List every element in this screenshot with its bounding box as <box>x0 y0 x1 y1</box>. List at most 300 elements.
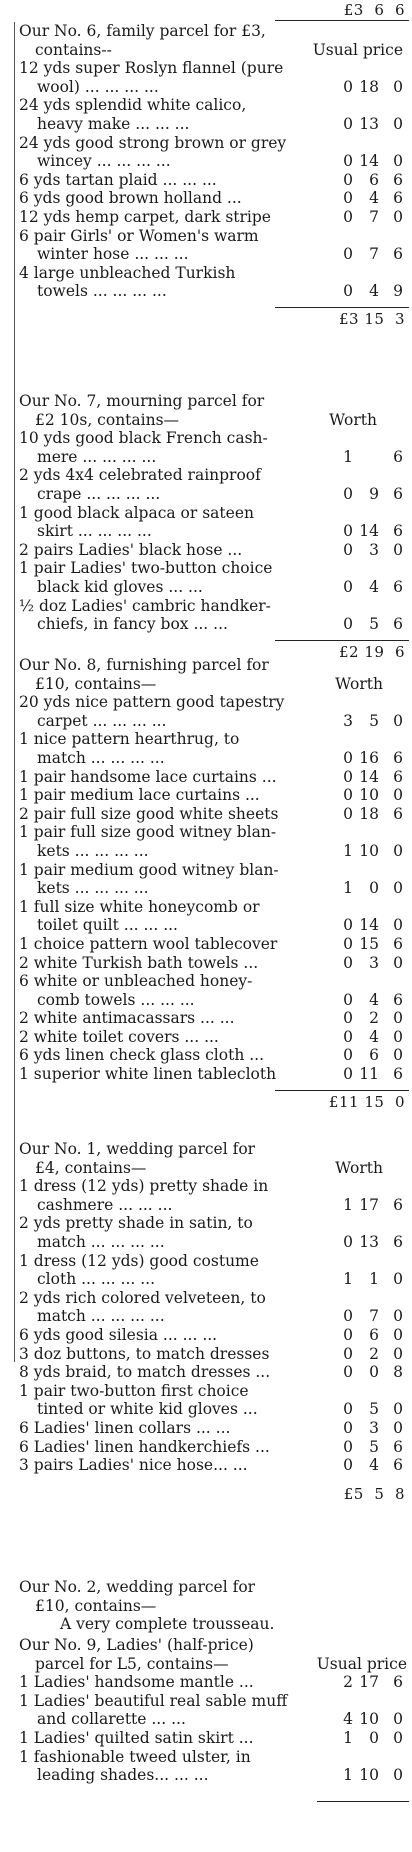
price-shillings: 3 <box>369 953 379 972</box>
parcel-block-no9 <box>17 1636 409 1805</box>
item-row <box>17 208 409 227</box>
item-description-continued: wincey ... ... ... ... <box>37 152 171 171</box>
item-description: 1 nice pattern hearthrug, to <box>19 730 240 749</box>
parcel-heading <box>17 656 409 693</box>
price-pence: 6 <box>393 1195 403 1214</box>
item-description: 1 choice pattern wool tablecover <box>19 934 278 953</box>
price-shillings: 2 <box>369 1344 379 1363</box>
price-shillings: 6 <box>369 170 379 189</box>
item-description-continued: wool) ... ... ... ... <box>37 77 159 96</box>
item-description: 2 yds pretty shade in satin, to <box>19 1214 253 1233</box>
item-row <box>17 1028 409 1047</box>
item-row <box>17 1673 409 1692</box>
item-row <box>17 1363 409 1382</box>
item-price <box>343 245 407 264</box>
item-description: 1 pair medium good witney blan- <box>19 860 279 879</box>
item-row <box>17 1692 409 1729</box>
price-pence: 8 <box>393 1363 403 1382</box>
price-pence: 0 <box>393 1400 403 1419</box>
price-pounds: 0 <box>343 1400 353 1419</box>
price-pence: 0 <box>393 841 403 860</box>
price-shillings: 4 <box>369 282 379 301</box>
item-list <box>17 693 409 1083</box>
price-pence: 6 <box>393 170 403 189</box>
item-price <box>343 768 407 787</box>
item-row <box>17 1729 409 1748</box>
price-shillings: 2 <box>369 1009 379 1028</box>
parcel-block-no6 <box>17 22 409 327</box>
price-shillings: 13 <box>359 114 379 133</box>
item-description: 1 Ladies' handsome mantle ... <box>19 1673 254 1692</box>
item-description-continued: crape ... ... ... ... <box>37 484 161 503</box>
price-pence: 0 <box>393 786 403 805</box>
item-row <box>17 559 409 596</box>
item-price <box>343 1400 407 1419</box>
column-rule <box>14 22 15 1362</box>
price-pence: 0 <box>393 1325 403 1344</box>
item-price <box>343 954 407 973</box>
item-price <box>343 615 407 634</box>
item-description-continued: skirt ... ... ... ... <box>37 522 152 541</box>
item-description: 1 pair handsome lace curtains ... <box>19 767 277 786</box>
price-shillings: 5 <box>369 615 379 634</box>
price-pence: 0 <box>393 207 403 226</box>
item-description: 6 Ladies' linen collars ... ... <box>19 1418 231 1437</box>
price-shillings: 3 <box>369 1418 379 1437</box>
price-pence: 6 <box>393 748 403 767</box>
item-price <box>343 786 407 805</box>
item-price <box>343 541 407 560</box>
item-price <box>343 1196 407 1215</box>
item-price <box>343 1009 407 1028</box>
price-pounds: 0 <box>343 916 353 935</box>
item-description: 20 yds nice pattern good tapestry <box>19 693 285 712</box>
total-rule <box>275 1090 409 1091</box>
item-description: 2 white toilet covers ... ... <box>19 1027 219 1046</box>
parcel-title: Our No. 9, Ladies' (half-price) <box>19 1636 254 1654</box>
price-pounds: 0 <box>343 1232 353 1251</box>
parcel-title: Our No. 7, mourning parcel for <box>19 392 265 410</box>
price-shillings: 17 <box>359 1195 379 1214</box>
price-shillings: 14 <box>359 916 379 935</box>
item-price <box>343 935 407 954</box>
item-row <box>17 504 409 541</box>
price-pence: 0 <box>393 1307 403 1326</box>
price-pounds: 0 <box>343 577 353 596</box>
price-pounds: 1 <box>343 841 353 860</box>
item-description: 2 pair full size good white sheets <box>19 804 279 823</box>
item-row <box>17 1214 409 1251</box>
item-description-continued: tinted or white kid gloves ... <box>37 1400 258 1419</box>
price-pounds: 1 <box>343 447 353 466</box>
price-pence: 0 <box>393 916 403 935</box>
price-shillings: 11 <box>359 1065 379 1084</box>
item-description-continued: heavy make ... ... ... <box>37 114 190 133</box>
item-row <box>17 1345 409 1364</box>
total-rule <box>317 1801 409 1802</box>
price-shillings: 4 <box>369 990 379 1009</box>
item-price <box>343 522 407 541</box>
item-price <box>343 916 407 935</box>
price-pounds: 0 <box>343 540 353 559</box>
price-pounds: 0 <box>343 615 353 634</box>
item-description: 1 pair full size good witney blan- <box>19 823 277 842</box>
item-price <box>343 1438 407 1457</box>
price-pounds: 1 <box>343 1766 353 1785</box>
price-pence: 0 <box>393 77 403 96</box>
item-description: 6 yds linen check glass cloth ... <box>19 1046 265 1065</box>
item-description: 8 yds braid, to match dresses ... <box>19 1363 271 1382</box>
item-description: 2 yds 4x4 celebrated rainproof <box>19 466 261 485</box>
parcel-contains: £10, contains— <box>35 674 157 693</box>
price-pence: 0 <box>393 152 403 171</box>
item-price <box>343 171 407 190</box>
total-amount: £11 15 0 <box>328 1092 405 1111</box>
price-pounds: 0 <box>343 77 353 96</box>
item-row <box>17 429 409 466</box>
parcel-title: Our No. 8, furnishing parcel for <box>19 656 269 674</box>
item-description-continued: black kid gloves ... ... <box>37 577 203 596</box>
parcel-title: Our No. 1, wedding parcel for <box>19 1140 256 1158</box>
item-price <box>343 1307 407 1326</box>
price-shillings: 0 <box>369 879 379 898</box>
item-price <box>343 485 407 504</box>
item-row <box>17 134 409 171</box>
price-pounds: 0 <box>343 748 353 767</box>
item-row <box>17 1289 409 1326</box>
price-pence: 6 <box>393 1456 403 1475</box>
item-row <box>17 96 409 133</box>
price-shillings: 4 <box>369 189 379 208</box>
item-price <box>343 1766 407 1785</box>
item-price <box>343 879 407 898</box>
parcel-total <box>17 1483 409 1503</box>
item-description: 24 yds good strong brown or grey <box>19 133 287 152</box>
price-shillings: 16 <box>359 748 379 767</box>
item-row <box>17 972 409 1009</box>
item-row <box>17 1177 409 1214</box>
item-price <box>343 1046 407 1065</box>
price-pounds: 1 <box>343 1728 353 1747</box>
price-pence: 0 <box>393 711 403 730</box>
price-shillings: 6 <box>369 1046 379 1065</box>
item-list <box>17 59 409 301</box>
item-description: 12 yds hemp carpet, dark stripe <box>19 207 271 226</box>
price-shillings: 4 <box>369 1027 379 1046</box>
price-pounds: 0 <box>343 1009 353 1028</box>
item-description: 6 yds good brown holland ... <box>19 189 242 208</box>
price-pounds: 0 <box>343 484 353 503</box>
price-pence: 6 <box>393 484 403 503</box>
item-description: ½ doz Ladies' cambric handker- <box>19 596 271 615</box>
item-description-continued: toilet quilt ... ... ... <box>37 916 178 935</box>
item-row <box>17 1046 409 1065</box>
item-price <box>343 152 407 171</box>
price-pounds: 0 <box>343 114 353 133</box>
item-description: 1 pair two-button first choice <box>19 1381 249 1400</box>
item-description: 2 yds rich colored velveteen, to <box>19 1288 266 1307</box>
price-pounds: 0 <box>343 1065 353 1084</box>
price-pence: 6 <box>393 522 403 541</box>
item-price <box>343 1710 407 1729</box>
item-description: 1 fashionable tweed ulster, in <box>19 1747 251 1766</box>
price-pounds: 0 <box>343 1344 353 1363</box>
item-row <box>17 466 409 503</box>
item-description: 4 large unbleached Turkish <box>19 263 236 282</box>
price-shillings: 5 <box>369 1400 379 1419</box>
item-row <box>17 935 409 954</box>
price-pence: 0 <box>393 1027 403 1046</box>
parcel-block-no7 <box>17 392 409 660</box>
price-pounds: 1 <box>343 1195 353 1214</box>
price-column-label: Worth <box>335 1158 383 1177</box>
item-description: 6 yds tartan plaid ... ... ... <box>19 170 217 189</box>
price-shillings: 17 <box>359 1673 379 1692</box>
item-row <box>17 954 409 973</box>
price-pounds: 0 <box>343 152 353 171</box>
item-description-continued: cashmere ... ... ... <box>37 1195 173 1214</box>
item-price <box>343 1363 407 1382</box>
price-shillings: 1 <box>369 1270 379 1289</box>
item-description: 6 pair Girls' or Women's warm <box>19 226 259 245</box>
price-pounds: 0 <box>343 245 353 264</box>
item-description: 6 Ladies' linen handkerchiefs ... <box>19 1437 270 1456</box>
price-shillings: 0 <box>369 1363 379 1382</box>
item-row <box>17 1382 409 1419</box>
item-description: 24 yds splendid white calico, <box>19 96 247 115</box>
item-row <box>17 786 409 805</box>
total-rule <box>275 307 409 308</box>
price-pence: 0 <box>393 1270 403 1289</box>
item-description-continued: match ... ... ... ... <box>37 748 165 767</box>
price-pounds: 0 <box>343 1363 353 1382</box>
price-pounds: 0 <box>343 1027 353 1046</box>
item-description-continued: kets ... ... ... ... <box>37 841 149 860</box>
item-row <box>17 1009 409 1028</box>
price-pounds: 0 <box>343 1456 353 1475</box>
price-shillings: 10 <box>359 786 379 805</box>
price-pence: 0 <box>393 953 403 972</box>
price-shillings: 0 <box>369 1728 379 1747</box>
price-pence: 6 <box>393 1437 403 1456</box>
item-price <box>343 282 407 301</box>
parcel-heading <box>17 22 409 59</box>
item-description: 10 yds good black French cash- <box>19 429 268 448</box>
price-shillings: 7 <box>369 207 379 226</box>
item-description: 1 pair Ladies' two-button choice <box>19 559 273 578</box>
price-pence: 6 <box>393 1232 403 1251</box>
parcel-heading <box>17 1140 409 1177</box>
parcel-contains: £4, contains— <box>35 1158 147 1177</box>
price-column-label: Worth <box>329 410 377 429</box>
price-shillings: 14 <box>359 522 379 541</box>
price-column-label: Worth <box>335 674 383 693</box>
item-price <box>343 1673 407 1692</box>
price-pounds: 2 <box>343 1673 353 1692</box>
price-shillings: 7 <box>369 245 379 264</box>
item-description: 3 doz buttons, to match dresses <box>19 1344 270 1363</box>
item-description-continued: and collarette ... ... <box>37 1710 186 1729</box>
price-pence: 0 <box>393 1710 403 1729</box>
price-column-label: Usual price <box>316 1654 407 1673</box>
total-amount: £3 6 6 <box>343 1 405 19</box>
item-description-continued: comb towels ... ... ... <box>37 990 195 1009</box>
total-amount: £3 15 3 <box>338 309 405 328</box>
item-description: 2 white Turkish bath towels ... <box>19 953 259 972</box>
price-shillings: 5 <box>369 1437 379 1456</box>
price-pounds: 0 <box>343 1418 353 1437</box>
price-pounds: 4 <box>343 1710 353 1729</box>
item-row <box>17 264 409 301</box>
price-shillings: 14 <box>359 152 379 171</box>
price-pounds: 0 <box>343 786 353 805</box>
parcel-contains: contains-- <box>35 40 112 59</box>
item-price <box>343 991 407 1010</box>
price-pence: 6 <box>393 934 403 953</box>
price-pounds: 1 <box>343 1270 353 1289</box>
price-pounds: 0 <box>343 207 353 226</box>
parcel-total <box>17 0 409 20</box>
price-pounds: 0 <box>343 1437 353 1456</box>
item-description-continued: match ... ... ... ... <box>37 1232 165 1251</box>
parcel-block-no8 <box>17 656 409 1110</box>
item-description-continued: winter hose ... ... ... <box>37 245 189 264</box>
price-pence: 6 <box>393 1065 403 1084</box>
item-price <box>343 1345 407 1364</box>
item-row <box>17 1748 409 1785</box>
parcel-total <box>17 1090 409 1110</box>
item-description: 1 pair medium lace curtains ... <box>19 786 260 805</box>
parcel-block-previous <box>17 0 409 20</box>
item-price <box>343 78 407 97</box>
price-pence: 9 <box>393 282 403 301</box>
price-shillings: 3 <box>369 540 379 559</box>
price-shillings: 9 <box>369 484 379 503</box>
item-description: 12 yds super Roslyn flannel (pure <box>19 59 284 78</box>
price-shillings: 15 <box>359 934 379 953</box>
price-pounds: 0 <box>343 1307 353 1326</box>
price-pounds: 3 <box>343 711 353 730</box>
price-pence: 0 <box>393 1418 403 1437</box>
parcel-title: Our No. 6, family parcel for £3, <box>19 22 266 40</box>
parcel-contains: £10, contains— <box>35 1596 157 1615</box>
price-pence: 0 <box>393 879 403 898</box>
parcel-heading <box>17 1636 409 1673</box>
item-list <box>17 1177 409 1475</box>
item-row <box>17 768 409 787</box>
item-price <box>343 805 407 824</box>
price-pounds: 0 <box>343 767 353 786</box>
price-pounds: 0 <box>343 1325 353 1344</box>
item-description-continued: leading shades... ... ... <box>37 1766 209 1785</box>
item-price <box>343 115 407 134</box>
item-description-continued: kets ... ... ... ... <box>37 879 149 898</box>
item-description: 3 pairs Ladies' nice hose... ... <box>19 1456 248 1475</box>
item-row <box>17 1065 409 1084</box>
price-pence: 6 <box>393 447 403 466</box>
item-price <box>343 1270 407 1289</box>
price-pounds: 0 <box>343 953 353 972</box>
parcel-total-rule <box>17 1785 409 1805</box>
item-row <box>17 59 409 96</box>
item-price <box>343 842 407 861</box>
item-row <box>17 1456 409 1475</box>
price-shillings: 14 <box>359 767 379 786</box>
price-pence: 0 <box>393 1766 403 1785</box>
price-pounds: 0 <box>343 170 353 189</box>
item-row <box>17 730 409 767</box>
price-column-label: Usual price <box>312 40 403 59</box>
price-shillings: 7 <box>369 1307 379 1326</box>
item-description-continued: towels ... ... ... ... <box>37 282 167 301</box>
price-shillings: 10 <box>359 1766 379 1785</box>
item-row <box>17 805 409 824</box>
price-pence: 0 <box>393 1046 403 1065</box>
price-pence: 6 <box>393 615 403 634</box>
parcel-description: A very complete trousseau. <box>60 1615 275 1634</box>
item-price <box>343 208 407 227</box>
price-shillings: 4 <box>369 1456 379 1475</box>
parcel-heading <box>17 1578 409 1634</box>
item-row <box>17 227 409 264</box>
price-pence: 6 <box>393 1673 403 1692</box>
item-row <box>17 1326 409 1345</box>
price-pence: 0 <box>393 1344 403 1363</box>
parcel-heading <box>17 392 409 429</box>
item-row <box>17 541 409 560</box>
price-shillings: 18 <box>359 77 379 96</box>
item-price <box>343 189 407 208</box>
price-pounds: 0 <box>343 522 353 541</box>
parcel-contains: parcel for L5, contains— <box>35 1654 229 1673</box>
item-row <box>17 898 409 935</box>
parcel-block-no2 <box>17 1578 409 1634</box>
item-description: 6 white or unbleached honey- <box>19 972 253 991</box>
total-amount: £2 19 6 <box>338 642 405 661</box>
item-description: 2 pairs Ladies' black hose ... <box>19 540 243 559</box>
item-description: 1 dress (12 yds) good costume <box>19 1251 259 1270</box>
price-pounds: 0 <box>343 189 353 208</box>
item-row <box>17 823 409 860</box>
item-row <box>17 1252 409 1289</box>
price-shillings: 10 <box>359 841 379 860</box>
price-pence: 6 <box>393 804 403 823</box>
item-price <box>343 1456 407 1475</box>
item-row <box>17 693 409 730</box>
item-description: 1 full size white honeycomb or <box>19 897 260 916</box>
item-price <box>343 578 407 597</box>
price-shillings: 18 <box>359 804 379 823</box>
item-price <box>343 712 407 731</box>
item-row <box>17 189 409 208</box>
item-description: 1 superior white linen tablecloth <box>19 1065 277 1084</box>
price-shillings: 13 <box>359 1232 379 1251</box>
total-rule <box>275 20 409 21</box>
item-description: 1 Ladies' beautiful real sable muff <box>19 1691 288 1710</box>
price-shillings: 10 <box>359 1710 379 1729</box>
price-shillings: 4 <box>369 577 379 596</box>
item-row <box>17 861 409 898</box>
item-description-continued: chiefs, in fancy box ... ... <box>37 615 228 634</box>
item-description-continued: cloth ... ... ... ... <box>37 1270 156 1289</box>
parcel-contains: £2 10s, contains— <box>35 410 180 429</box>
price-shillings: 5 <box>369 711 379 730</box>
item-description-continued: match ... ... ... ... <box>37 1307 165 1326</box>
price-pence: 6 <box>393 767 403 786</box>
item-row <box>17 597 409 634</box>
item-description: 2 white antimacassars ... ... <box>19 1009 235 1028</box>
item-price <box>343 1233 407 1252</box>
